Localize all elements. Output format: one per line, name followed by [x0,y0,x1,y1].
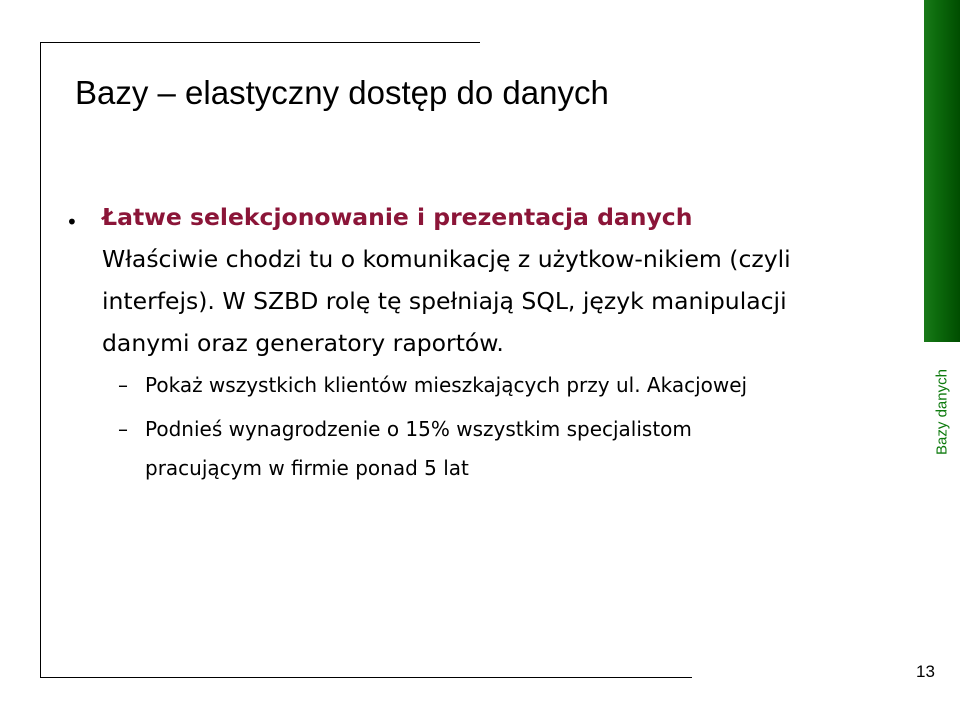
slide-frame-left [40,42,41,678]
dash-icon: – [118,417,128,441]
page-number: 13 [916,662,935,681]
dash-icon: – [118,373,128,397]
main-point-line: Właściwie chodzi tu o komunikację z użytkow-nikiem (czyli [102,245,791,273]
sub-item-text [145,410,898,488]
sub-item-text [145,366,898,405]
main-point [102,196,907,364]
main-point-line: interfejs). W SZBD rolę tę spełniają SQL, język manipulacji [102,287,787,315]
slide-frame-top [40,42,480,43]
sub-item [118,366,898,405]
sub-item-line: pracującym w firmie ponad 5 lat [145,456,469,480]
side-accent-bar [924,0,960,342]
bullet-icon: • [66,210,78,234]
slide-frame-bottom [40,677,692,678]
sub-item-line: Podnieś wynagrodzenie o 15% wszystkim specjalistom [145,417,692,441]
sub-item-line: Pokaż wszystkich klientów mieszkających przy ul. Akacjowej [145,373,748,397]
slide-title: Bazy – elastyczny dostęp do danych [75,74,609,111]
main-point-line: danymi oraz generatory raportów. [102,329,504,357]
main-point-heading: Łatwe selekcjonowanie i prezentacja danych [102,203,693,231]
sub-item [118,410,898,488]
side-label: Bazy danych [933,369,951,455]
